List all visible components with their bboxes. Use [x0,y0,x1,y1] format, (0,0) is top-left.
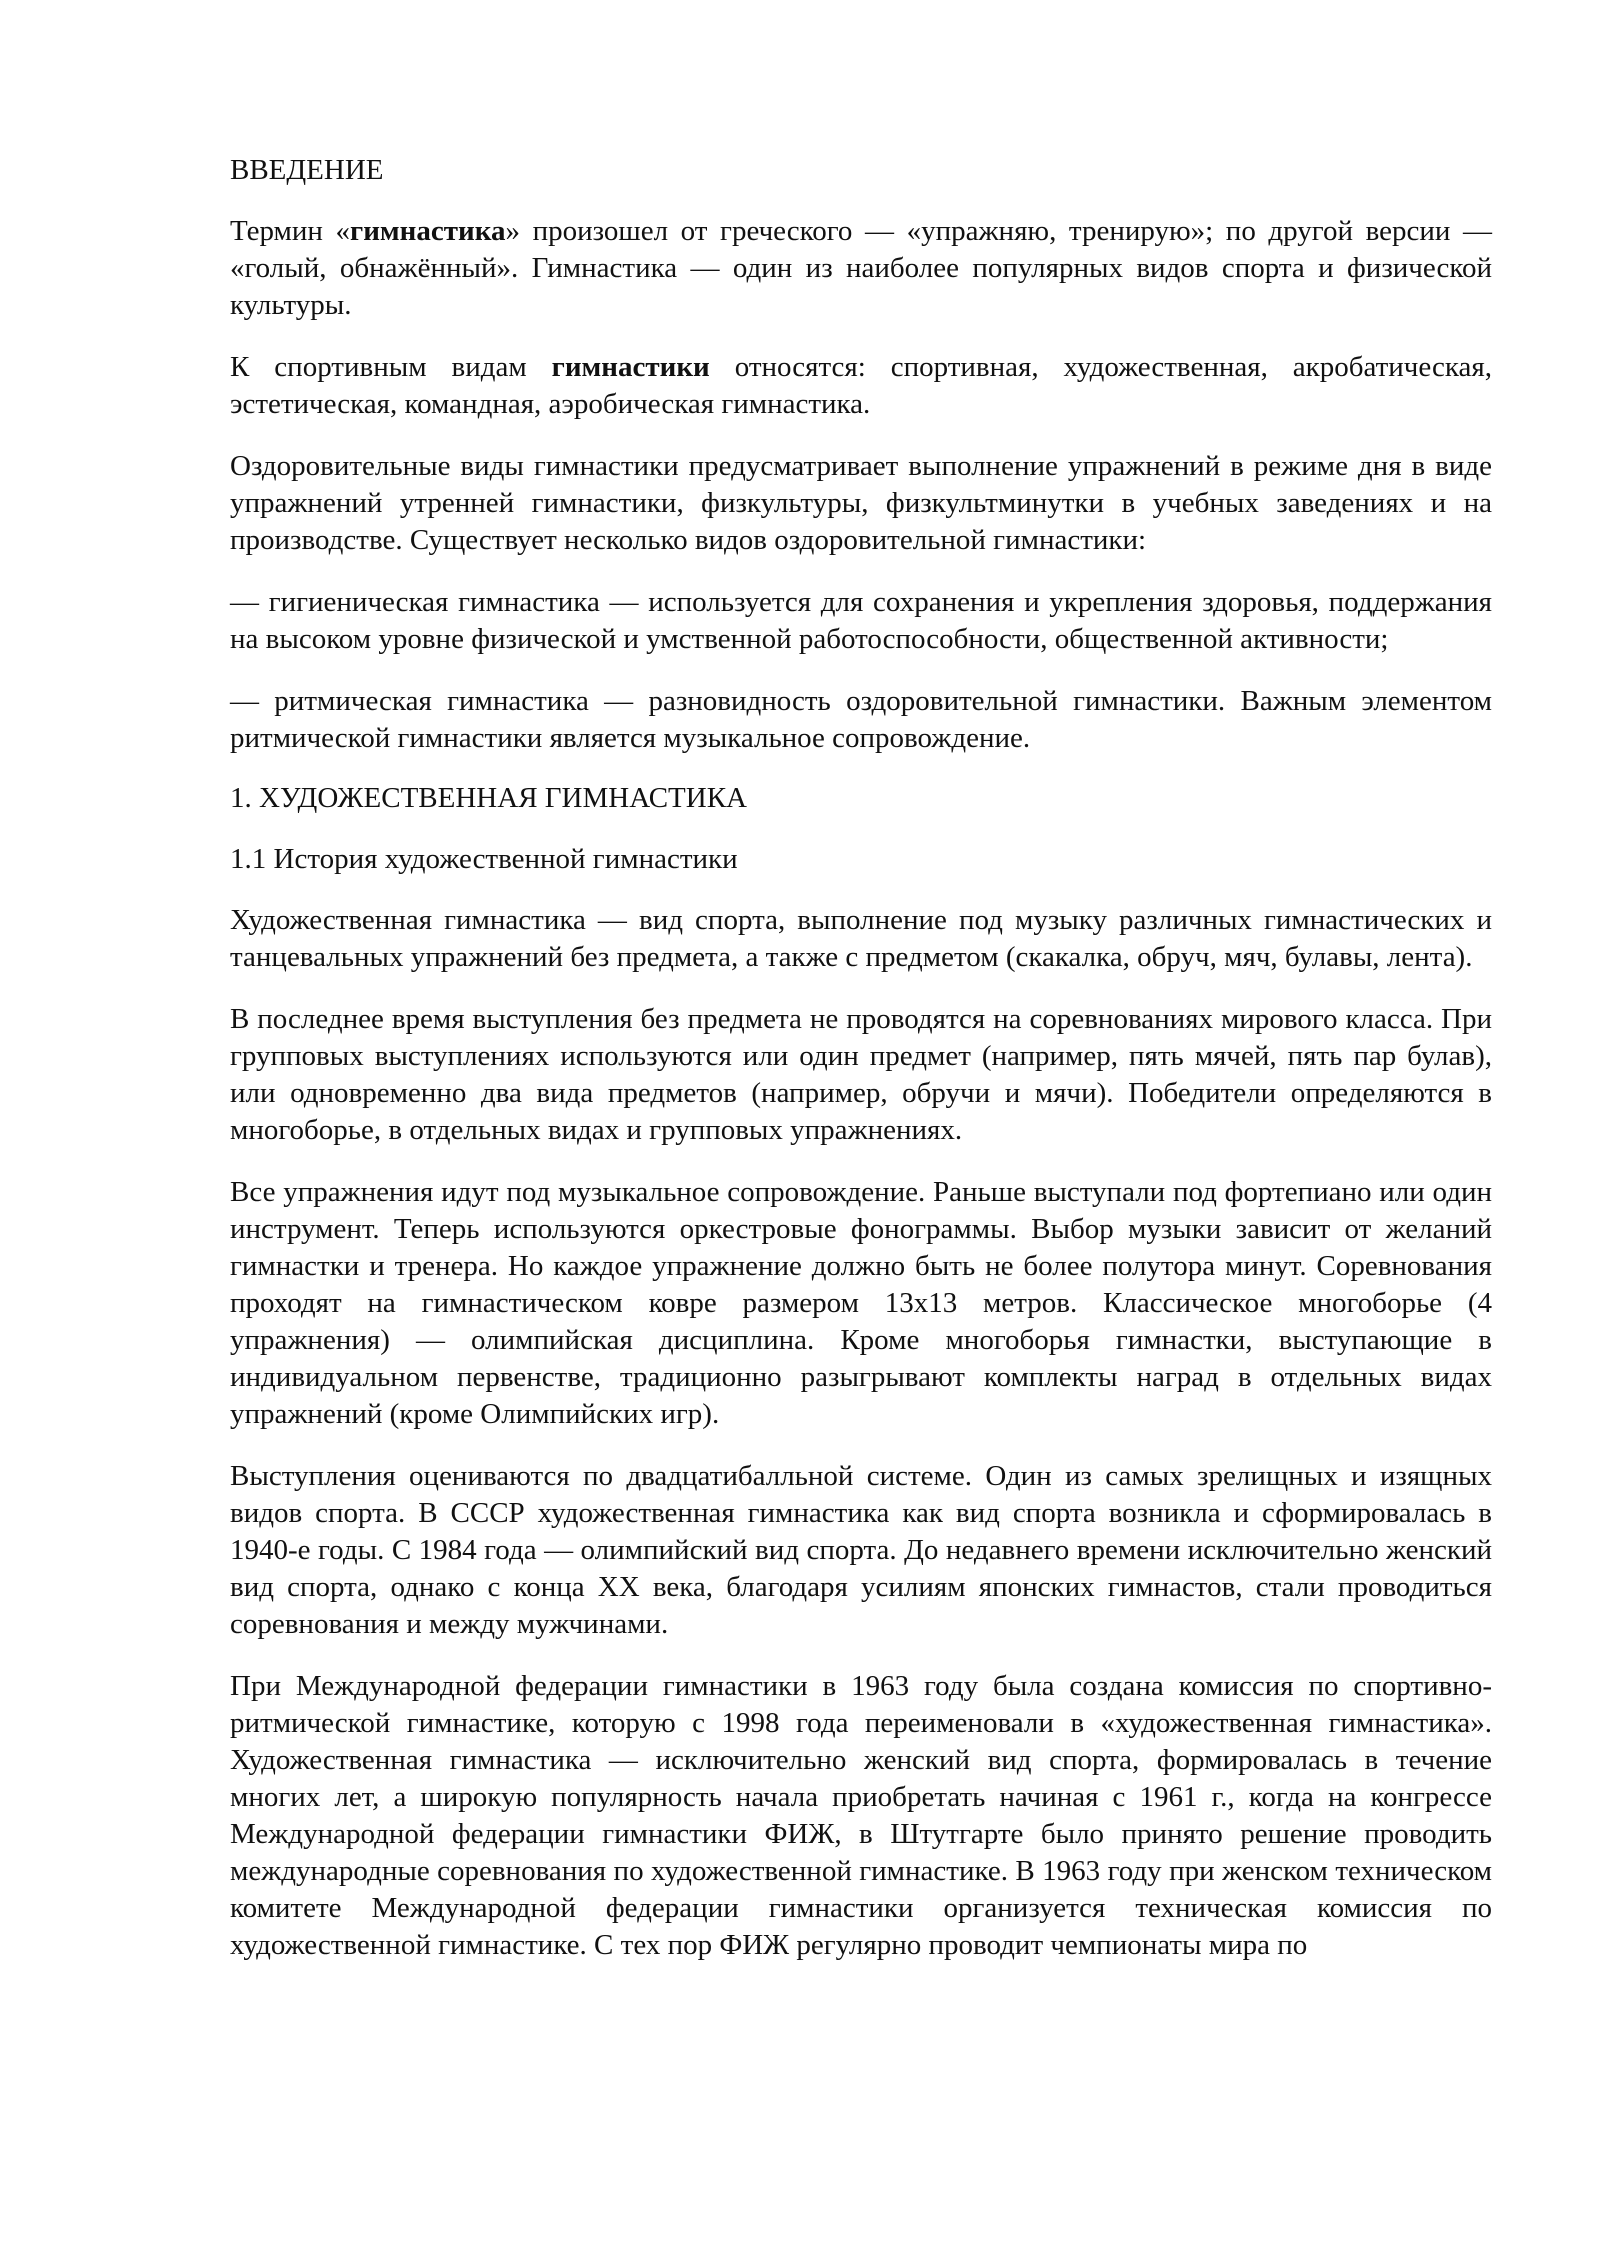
section1-paragraph-performances: В последнее время выступления без предмета не проводятся на соревнованиях мирового класса. При групповых выступлениях используются или один предмет (например, пять мячей, пять пар булав), или одновременно два вида предметов (например, обручи и мячи). Победители определяются в многоборье, в отдельных видах и групповых упражнениях. [230,1003,1492,1146]
section1-paragraph-music: Все упражнения идут под музыкальное сопровождение. Раньше выступали под фортепиано или один инструмент. Теперь используются оркестровые фонограммы. Выбор музыки зависит от желаний гимнастки и тренера. Но каждое упражнение должно быть не более полутора минут. Соревнования проходят на гимнастическом ковре размером 13x13 метров. Классическое многоборье (4 упражнения) — олимпийская дисциплина. Кроме многоборья гимнастки, выступающие в индивидуальном первенстве, традиционно разыгрывают комплекты наград в отдельных видах упражнений (кроме Олимпийских игр). [230,1176,1492,1430]
intro-p2-text-a: К спортивным видам [230,351,552,383]
intro-p1-bold-term: гимнастика [350,215,506,247]
intro-heading: ВВЕДЕНИЕ [230,154,384,186]
document-page [230,152,1492,1989]
section1-paragraph-definition: Художественная гимнастика — вид спорта, выполнение под музыку различных гимнастических и танцевальных упражнений без предмета, а также с предметом (скакалка, обруч, мяч, булавы, лента). [230,904,1492,973]
section1-heading: 1. ХУДОЖЕСТВЕННАЯ ГИМНАСТИКА [230,782,748,814]
intro-paragraph-rhythmic: — ритмическая гимнастика — разновидность оздоровительной гимнастики. Важным элементом ритмической гимнастики является музыкальное сопровождение. [230,685,1492,754]
intro-p2-bold-term: гимнастики [551,351,710,383]
intro-paragraph-sport-types [230,349,1492,423]
section1-paragraph-scoring: Выступления оцениваются по двадцатибалльной системе. Один из самых зрелищных и изящных видов спорта. В СССР художественная гимнастика как вид спорта возникла и сформировалась в 1940-е годы. С 1984 года — олимпийский вид спорта. До недавнего времени исключительно женский вид спорта, однако с конца XX века, благодаря усилиям японских гимнастов, стали проводиться соревнования и между мужчинами. [230,1460,1492,1640]
intro-p1-text-b: » произошел от греческого — «упражняю, тренирую»; по другой версии — «голый, обнажённый». Гимнастика — один из наиболее популярных видов спорта и физической культуры. [230,215,1492,321]
intro-p2-text-b: относятся: спортивная, художественная, акробатическая, эстетическая, командная, аэробическая гимнастика. [230,351,1492,420]
section1-subheading: 1.1 История художественной гимнастики [230,843,738,875]
section1-paragraph-federation: При Международной федерации гимнастики в 1963 году была создана комиссия по спортивно-ритмической гимнастике, которую с 1998 года переименовали в «художественная гимнастика». Художественная гимнастика — исключительно женский вид спорта, формировалась в течение многих лет, а широкую популярность начала приобретать начиная с 1961 г., когда на конгрессе Международной федерации гимнастики ФИЖ, в Штутгарте было принято решение проводить международные соревнования по художественной гимнастике. В 1963 году при женском техническом комитете Международной федерации гимнастики организуется техническая комиссия по художественной гимнастике. С тех пор ФИЖ регулярно проводит чемпионаты мира по [230,1670,1492,1961]
intro-paragraph-health-types: Оздоровительные виды гимнастики предусматривает выполнение упражнений в режиме дня в виде упражнений утренней гимнастики, физкультуры, физкультминутки в учебных заведениях и на производстве. Существует несколько видов оздоровительной гимнастики: [230,450,1492,556]
intro-paragraph-hygienic: — гигиеническая гимнастика — используется для сохранения и укрепления здоровья, поддержания на высоком уровне физической и умственной работоспособности, общественной активности; [230,586,1492,655]
intro-p1-text-a: Термин « [230,215,351,247]
intro-paragraph-term [230,213,1492,324]
